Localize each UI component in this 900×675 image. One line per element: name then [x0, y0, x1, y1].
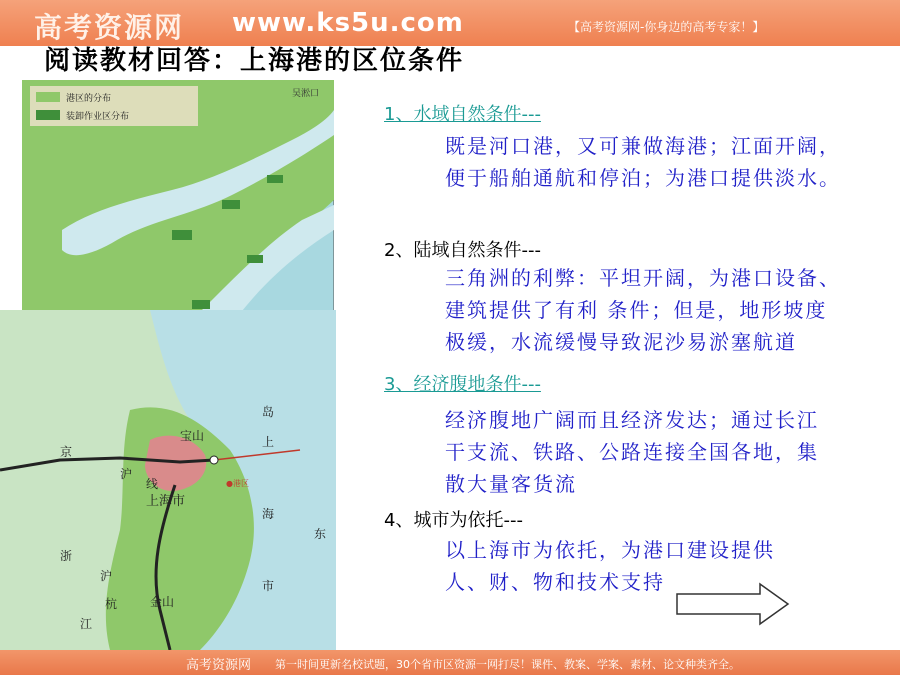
legend-loading-area: 装卸作业区分布: [66, 112, 130, 122]
item-water-conditions-body: [445, 130, 841, 194]
map-label-shang: 上: [262, 435, 275, 449]
map-label-jinshan: 金山: [150, 595, 175, 609]
item-hinterland-body: [445, 404, 819, 500]
map-label-hu-2: 沪: [100, 569, 113, 583]
body-line: 既是河口港，又可兼做海港；江面开阔，: [445, 134, 841, 158]
map-label-hai: 海: [262, 507, 275, 521]
map-label-port-area: ●港区: [226, 479, 249, 488]
map-legend: [30, 86, 198, 126]
map-label-wusongkou: 吴淞口: [292, 89, 320, 99]
map-label-baoshan: 宝山: [180, 429, 205, 443]
map-label-shanghai-city: 上海市: [146, 494, 186, 509]
footer-text: 第一时间更新名校试题，30个省市区资源一网打尽！课件、教案、学案、素材、论文种类齐全。: [275, 658, 740, 671]
map-label-xian: 线: [146, 477, 159, 491]
body-line: 极缓，水流缓慢导致泥沙易淤塞航道: [445, 330, 797, 354]
item-land-conditions-body: [445, 262, 841, 358]
body-line: 散大量客货流: [445, 472, 577, 496]
body-line: 经济腹地广阔而且经济发达；通过长江: [445, 408, 819, 432]
item-water-conditions-link[interactable]: 1、水域自然条件---: [384, 104, 541, 125]
map-label-dao: 岛: [262, 405, 275, 419]
item-hinterland-link[interactable]: 3、经济腹地条件---: [384, 374, 541, 395]
body-line: 三角洲的利弊：平坦开阔，为港口设备、: [445, 266, 841, 290]
site-logo[interactable]: 高考资源网: [34, 11, 185, 44]
item-city-support-heading: 4、城市为依托---: [384, 510, 523, 531]
body-line: 建筑提供了有利 条件；但是，地形坡度: [445, 298, 828, 322]
map-label-jing: 京: [60, 445, 73, 459]
body-line: 以上海市为依托，为港口建设提供: [445, 538, 775, 562]
map-label-dong: 东: [314, 527, 327, 541]
map-label-shi: 市: [262, 579, 275, 593]
map-label-zhe: 浙: [60, 549, 73, 563]
shanghai-region-map: [0, 310, 336, 650]
body-line: 干支流、铁路、公路连接全国各地，集: [445, 440, 819, 464]
site-url[interactable]: www.ks5u.com: [232, 8, 464, 38]
map-label-hu: 沪: [120, 467, 133, 481]
body-line: 便于船舶通航和停泊；为港口提供淡水。: [445, 166, 841, 190]
map-label-hang: 杭: [105, 597, 118, 611]
slide-title: 阅读教材回答：上海港的区位条件: [44, 46, 465, 76]
footer-banner: [0, 650, 900, 675]
next-slide-arrow-icon[interactable]: [676, 582, 790, 626]
site-slogan: 【高考资源网-你身边的高考专家！】: [568, 20, 765, 34]
map-label-jiang: 江: [80, 617, 93, 631]
item-land-conditions-heading: 2、陆域自然条件---: [384, 240, 541, 261]
body-line: 人、财、物和技术支持: [445, 570, 665, 594]
legend-port-area: 港区的分布: [66, 94, 112, 104]
footer-logo[interactable]: 高考资源网: [186, 658, 252, 673]
